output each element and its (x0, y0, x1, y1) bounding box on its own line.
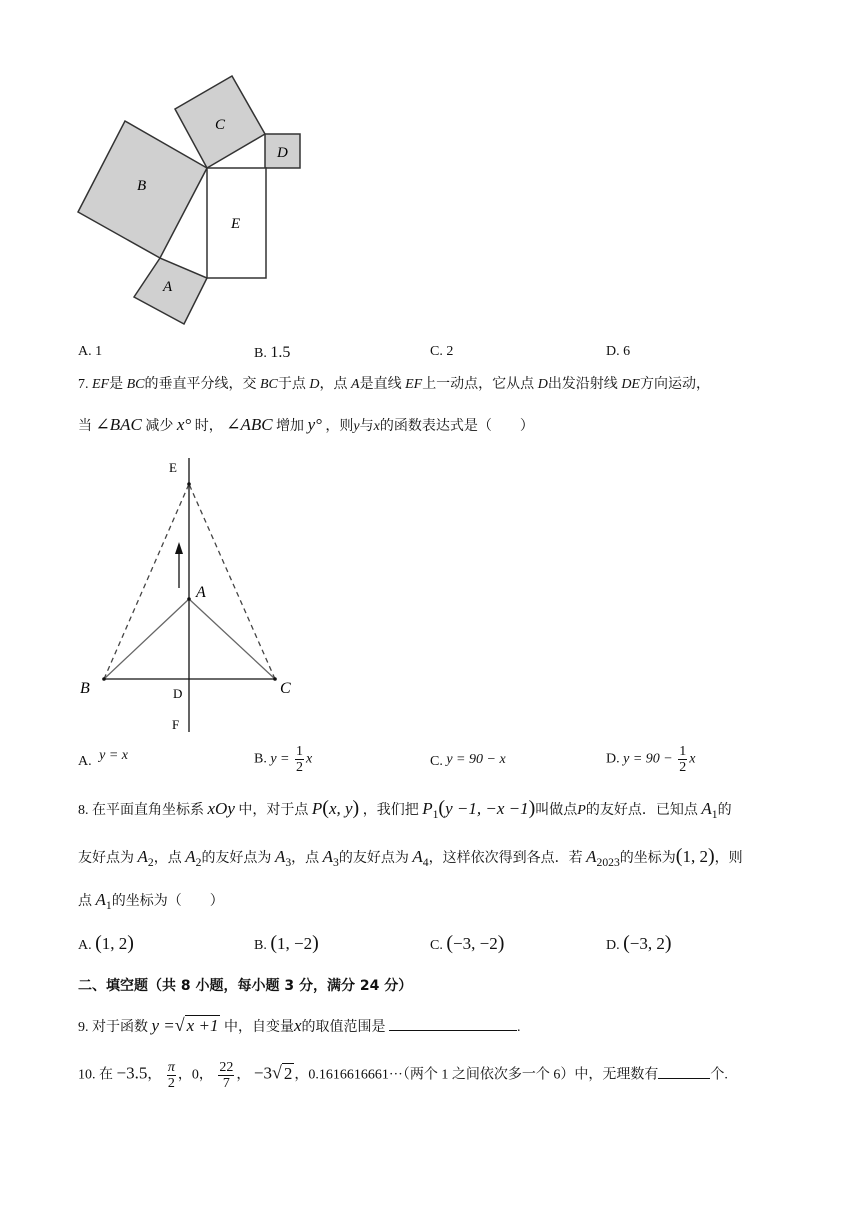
q6-option-b[interactable] (254, 344, 290, 362)
label-b: B (137, 178, 147, 194)
q8-line2: 友好点为 $A_2$，点 $A_2$的友好点为 $A_3$，点 $A_3$的友好点为 $A_4$，这样依次得到各点．若 $A_{2023}$的坐标为(1, 2)，则 (78, 845, 743, 869)
q7-option-d[interactable]: D. y = 90 − $\frac{1}{2}$ x (606, 744, 696, 775)
q7-option-d-label: D. (606, 751, 620, 767)
q8-option-b[interactable]: B. (1, −2) (254, 932, 319, 954)
arrow-up-icon (175, 542, 183, 554)
q8-line3: 点 $A_1$的坐标为（ ） (78, 890, 224, 912)
q7-option-b-label: B. (254, 751, 267, 767)
label-d: D (173, 686, 183, 701)
dashed-be (104, 484, 189, 679)
q7-option-a-label: A. (78, 754, 92, 769)
squares-figure (0, 0, 320, 340)
perpendicular-bisector-figure (70, 450, 310, 740)
q7-option-c[interactable]: C. y = 90 − x (430, 752, 506, 769)
q6-option-a[interactable]: A. 1 (78, 344, 103, 359)
q6-option-b-label: B. (254, 346, 267, 361)
label-a: A (163, 279, 173, 295)
segment-ac (189, 599, 275, 679)
label-f: F (172, 717, 180, 732)
q8-option-d[interactable]: D. (−3, 2) (606, 932, 672, 954)
q7-line2: 当 ∠BAC 减少 x° 时， ∠ABC 增加 y° ，则y与x的函数表达式是（ ） (78, 415, 534, 434)
q6-option-b-value: 1.5 (270, 344, 291, 361)
label-d: D (277, 145, 288, 161)
label-a: A (196, 584, 206, 601)
point-b (102, 677, 106, 681)
label-c: C (280, 680, 291, 697)
q8-option-c[interactable]: C. (−3, −2) (430, 932, 505, 954)
q8-option-a[interactable]: A. (1, 2) (78, 932, 134, 954)
q7-option-a[interactable] (78, 748, 128, 770)
label-e: E (231, 216, 241, 232)
q6-option-c[interactable]: C. 2 (430, 344, 454, 359)
point-a (187, 597, 191, 601)
q7-option-c-label: C. (430, 754, 443, 769)
q7-option-b[interactable]: B. y = $\frac{1}{2}$ x (254, 744, 313, 775)
q8-line1: 8. 在平面直角坐标系 xOy 中，对于点 P(x, y) ，我们把 $P_1(y -1$, −x −1)叫做点P的友好点．已知点 $A_1$的 (78, 797, 732, 821)
q7-option-a-expr: y = x (99, 748, 128, 763)
q7-line1: 7. EF是 BC的垂直平分线，交 BC于点 D，点 A是直线 EF上一动点，它从点 D出发沿射线 DE方向运动， (78, 377, 710, 392)
point-c (273, 677, 277, 681)
label-b: B (80, 680, 90, 697)
segment-ab (104, 599, 189, 679)
point-e (187, 482, 191, 486)
section-heading: 二、填空题（共 8 小题，每小题 3 分，满分 24 分） (78, 978, 413, 994)
q10-answer-blank[interactable] (658, 1064, 710, 1079)
label-e: E (169, 460, 177, 475)
q9-line: 9. 对于函数 y =√ x +1 中，自变量x的取值范围是 . (78, 1015, 521, 1035)
q9-answer-blank[interactable] (389, 1016, 517, 1031)
q6-option-d[interactable]: D. 6 (606, 344, 631, 359)
label-c: C (215, 117, 226, 133)
q10-line: 10. 在 −3.5， $\frac{\pi}{2}$ ，0， $\frac{22}{7}$ ， −3√ 2 ，0.1616616661···（两个 1 之间依次多一个 6）中，无理数有 个. (78, 1060, 728, 1091)
dashed-ce (189, 484, 275, 679)
